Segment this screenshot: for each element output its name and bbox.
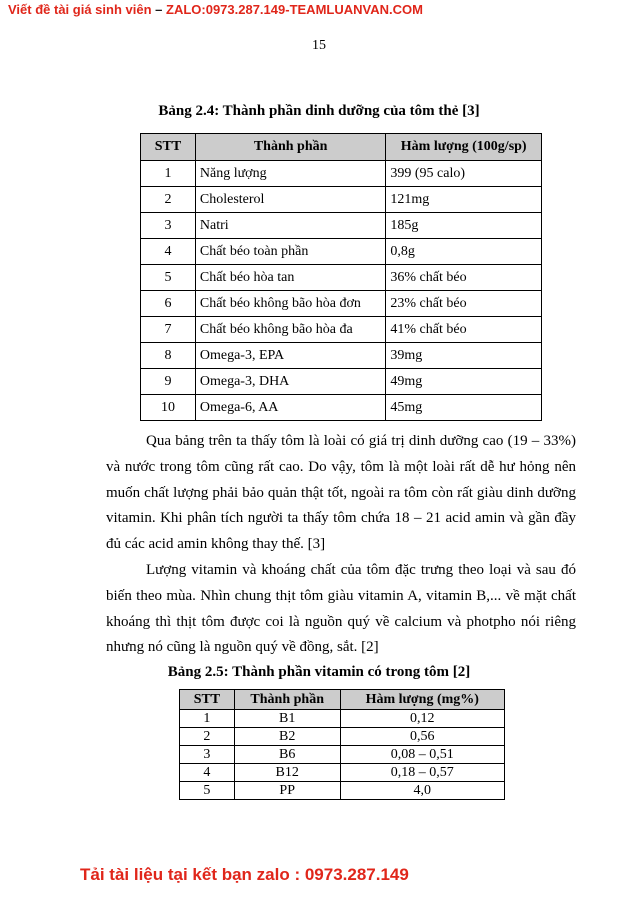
table-row (141, 291, 542, 317)
header-banner (8, 2, 423, 17)
table-row (141, 187, 542, 213)
cell-stt: 4 (180, 764, 235, 782)
table-row (141, 317, 542, 343)
paragraph-text: Qua bảng trên ta thấy tôm là loài có giá trị dinh dưỡng cao (19 – 33%) và nước trong tôm cũng rất cao. Do vậy, tôm là một loài rất dễ hư hỏng nên muốn chất lượng phải bảo quản thật tốt, ngoài ra tôm còn rất giàu dinh dưỡng vitamin. Khi phân tích người ta thấy tôm chứa 18 – 21 acid amin và gần đầy đủ các acid amin không thay thế. [3] (106, 433, 576, 553)
cell-component: PP (234, 782, 340, 800)
banner-separator: – (151, 2, 166, 17)
header-stt: STT (141, 134, 196, 161)
cell-amount: 399 (95 calo) (386, 161, 542, 187)
cell-amount: 49mg (386, 369, 542, 395)
table-row (180, 746, 505, 764)
header-amount: Hàm lượng (100g/sp) (386, 134, 542, 161)
cell-stt: 5 (141, 265, 196, 291)
cell-amount: 0,18 – 0,57 (340, 764, 504, 782)
cell-stt: 2 (180, 728, 235, 746)
cell-stt: 9 (141, 369, 196, 395)
cell-amount: 121mg (386, 187, 542, 213)
cell-component: B2 (234, 728, 340, 746)
table-row (141, 239, 542, 265)
header-component: Thành phần (195, 134, 386, 161)
cell-amount: 36% chất béo (386, 265, 542, 291)
cell-amount: 39mg (386, 343, 542, 369)
cell-stt: 6 (141, 291, 196, 317)
cell-component: Năng lượng (195, 161, 386, 187)
cell-stt: 3 (141, 213, 196, 239)
table-header-row (141, 134, 542, 161)
cell-component: Chất béo toàn phần (195, 239, 386, 265)
cell-amount: 4,0 (340, 782, 504, 800)
paragraph-text: Lượng vitamin và khoáng chất của tôm đặc trưng theo loại và sau đó biến theo mùa. Nhìn chung thịt tôm giàu vitamin A, vitamin B,... về mặt chất khoáng thì thịt tôm được coi là nguồn quý về calcium và photpho nói riêng nhưng nó cũng là nguồn quý về đồng, sắt. [2] (106, 562, 576, 656)
cell-amount: 0,8g (386, 239, 542, 265)
cell-component: Omega-6, AA (195, 395, 386, 421)
table-row (141, 395, 542, 421)
footer-banner: Tải tài liệu tại kết bạn zalo : 0973.287.149 (80, 865, 409, 884)
cell-stt: 1 (180, 710, 235, 728)
banner-text: Viết đề tài giá sinh viên (8, 2, 152, 17)
banner-zalo: ZALO:0973.287.149 (166, 2, 286, 17)
cell-amount: 45mg (386, 395, 542, 421)
cell-stt: 7 (141, 317, 196, 343)
table-row (180, 728, 505, 746)
cell-amount: 23% chất béo (386, 291, 542, 317)
cell-stt: 10 (141, 395, 196, 421)
cell-amount: 41% chất béo (386, 317, 542, 343)
table2-caption: Bảng 2.5: Thành phần vitamin có trong tôm [2] (167, 664, 471, 680)
banner-site: -TEAMLUANVAN.COM (285, 2, 423, 17)
header-component: Thành phần (234, 690, 340, 710)
table-row (141, 213, 542, 239)
table-header-row (180, 690, 505, 710)
cell-component: B6 (234, 746, 340, 764)
cell-component: Chất béo hòa tan (195, 265, 386, 291)
cell-stt: 3 (180, 746, 235, 764)
cell-amount: 185g (386, 213, 542, 239)
cell-stt: 5 (180, 782, 235, 800)
header-stt: STT (180, 690, 235, 710)
cell-stt: 1 (141, 161, 196, 187)
cell-stt: 4 (141, 239, 196, 265)
cell-component: B1 (234, 710, 340, 728)
cell-component: Chất béo không bão hòa đơn (195, 291, 386, 317)
vitamin-table (179, 689, 505, 800)
table-row (141, 343, 542, 369)
cell-amount: 0,08 – 0,51 (340, 746, 504, 764)
page-number: 15 (312, 38, 326, 53)
cell-component: Natri (195, 213, 386, 239)
nutrition-table (140, 133, 542, 421)
cell-stt: 2 (141, 187, 196, 213)
cell-component: Cholesterol (195, 187, 386, 213)
table-row (180, 710, 505, 728)
cell-component: B12 (234, 764, 340, 782)
table-row (180, 764, 505, 782)
cell-component: Omega-3, DHA (195, 369, 386, 395)
cell-stt: 8 (141, 343, 196, 369)
cell-component: Omega-3, EPA (195, 343, 386, 369)
paragraph-vitamin (106, 558, 576, 661)
table-row (141, 265, 542, 291)
table-row (180, 782, 505, 800)
header-amount: Hàm lượng (mg%) (340, 690, 504, 710)
cell-amount: 0,56 (340, 728, 504, 746)
paragraph-nutrition (106, 429, 576, 558)
table-row (141, 161, 542, 187)
cell-amount: 0,12 (340, 710, 504, 728)
cell-component: Chất béo không bão hòa đa (195, 317, 386, 343)
table1-caption: Bảng 2.4: Thành phần dinh dưỡng của tôm thẻ [3] (158, 103, 480, 119)
table-row (141, 369, 542, 395)
